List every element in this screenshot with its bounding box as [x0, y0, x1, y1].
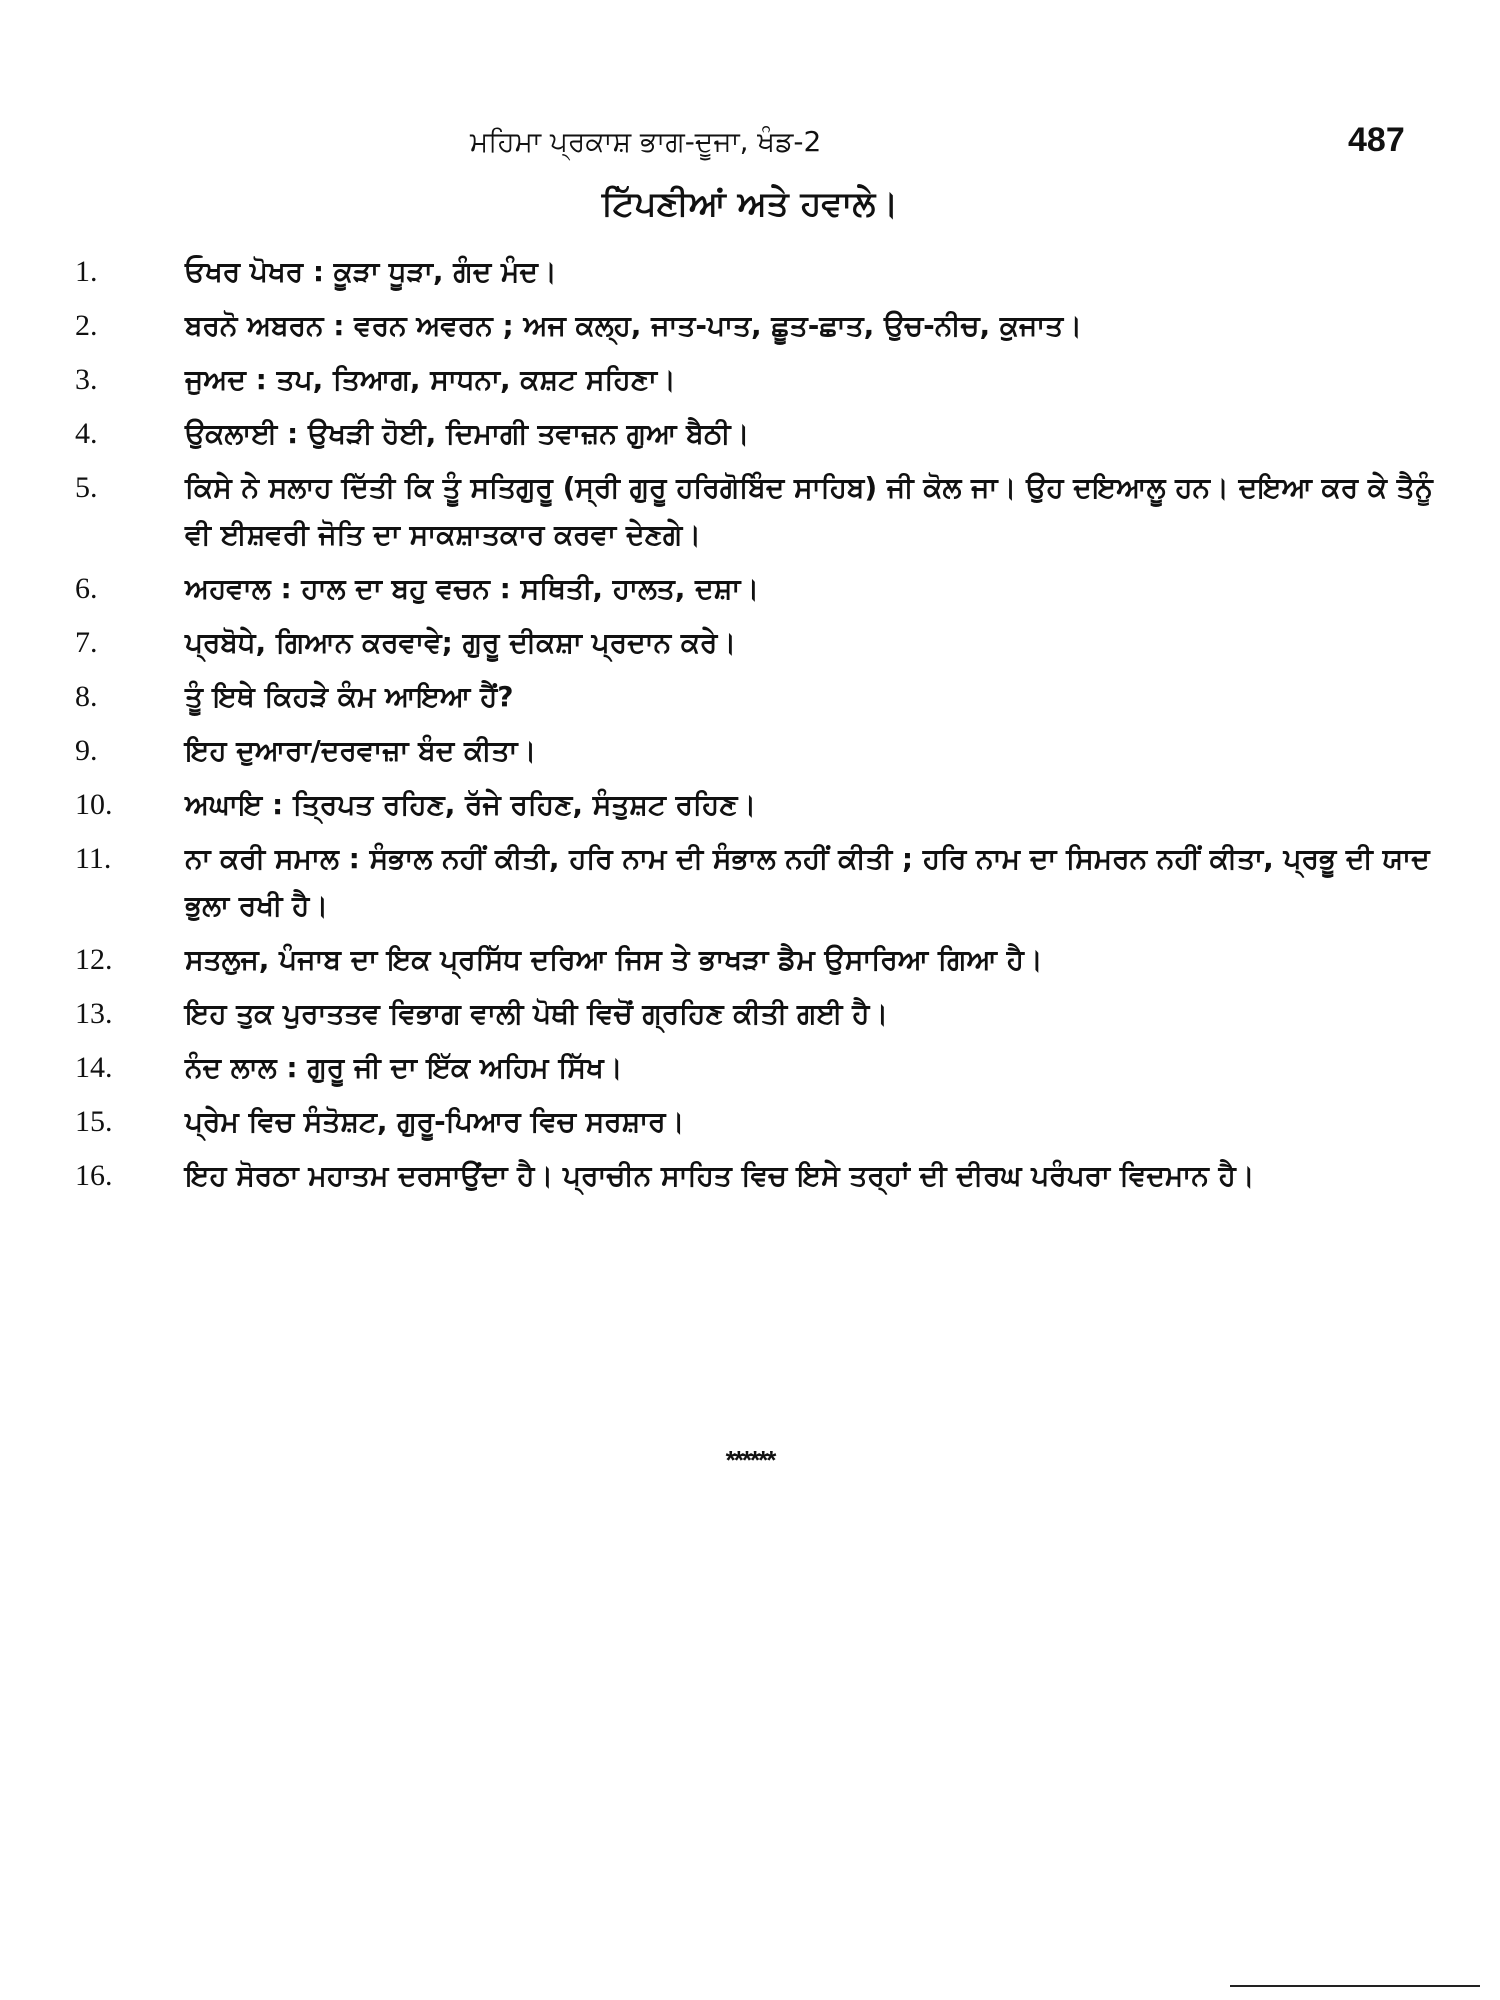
note-number: 13. [75, 997, 113, 1030]
note-text: ਤੂੰ ਇਥੇ ਕਿਹੜੇ ਕੰਮ ਆਇਆ ਹੈਂ? [185, 680, 514, 713]
section-title: ਟਿੱਪਣੀਆਂ ਅਤੇ ਹਵਾਲੇ। [601, 184, 899, 224]
note-item [75, 835, 1445, 929]
note-number: 7. [75, 626, 98, 659]
note-text: ਬਰਨੋ ਅਬਰਨ : ਵਰਨ ਅਵਰਨ ; ਅਜ ਕਲ੍ਹ, ਜਾਤ-ਪਾਤ, ਛੂਤ-ਛਾਤ, ਉਚ-ਨੀਚ, ਕੁਜਾਤ। [185, 309, 1083, 342]
note-number: 1. [75, 255, 98, 288]
note-item [75, 781, 1445, 828]
notes-list [75, 248, 1445, 1206]
note-item [75, 673, 1445, 720]
note-item [75, 1098, 1445, 1145]
note-item [75, 619, 1445, 666]
running-header [0, 122, 1500, 162]
note-text: ਪ੍ਰੇਮ ਵਿਚ ਸੰਤੋਸ਼ਟ, ਗੁਰੂ-ਪਿਆਰ ਵਿਚ ਸਰਸ਼ਾਰ। [185, 1105, 685, 1138]
note-number: 3. [75, 363, 98, 396]
note-item [75, 248, 1445, 295]
end-of-section-mark: ****** [725, 1445, 775, 1475]
footer-rule [1230, 1985, 1480, 1987]
note-number: 14. [75, 1051, 113, 1084]
note-text: ਇਹ ਦੁਆਰਾ/ਦਰਵਾਜ਼ਾ ਬੰਦ ਕੀਤਾ। [185, 734, 537, 767]
note-text: ਪ੍ਰਬੋਧੇ, ਗਿਆਨ ਕਰਵਾਵੇ; ਗੁਰੂ ਦੀਕਸ਼ਾ ਪ੍ਰਦਾਨ ਕਰੇ। [185, 626, 737, 659]
note-number: 4. [75, 417, 98, 450]
note-number: 8. [75, 680, 98, 713]
note-item [75, 936, 1445, 983]
note-number: 12. [75, 943, 113, 976]
note-number: 16. [75, 1159, 113, 1192]
note-item [75, 464, 1445, 558]
note-item [75, 727, 1445, 774]
note-item [75, 410, 1445, 457]
note-item [75, 990, 1445, 1037]
note-number: 9. [75, 734, 98, 767]
note-item [75, 302, 1445, 349]
note-number: 15. [75, 1105, 113, 1138]
note-number: 5. [75, 471, 98, 504]
note-number: 11. [75, 842, 112, 875]
note-text: ਜੁਅਦ : ਤਪ, ਤਿਆਗ, ਸਾਧਨਾ, ਕਸ਼ਟ ਸਹਿਣਾ। [185, 363, 676, 396]
note-item [75, 356, 1445, 403]
note-number: 6. [75, 572, 98, 605]
note-text: ਅਘਾਇ : ਤ੍ਰਿਪਤ ਰਹਿਣ, ਰੱਜੇ ਰਹਿਣ, ਸੰਤੁਸ਼ਟ ਰਹਿਣ। [185, 788, 757, 821]
note-item [75, 1152, 1445, 1199]
note-text: ਉਕਲਾਈ : ਉਖੜੀ ਹੋਈ, ਦਿਮਾਗੀ ਤਵਾਜ਼ਨ ਗੁਆ ਬੈਠੀ। [185, 417, 750, 450]
note-text: ਸਤਲੁਜ, ਪੰਜਾਬ ਦਾ ਇਕ ਪ੍ਰਸਿੱਧ ਦਰਿਆ ਜਿਸ ਤੇ ਭਾਖੜਾ ਡੈਮ ਉਸਾਰਿਆ ਗਿਆ ਹੈ। [185, 943, 1043, 976]
note-number: 10. [75, 788, 113, 821]
note-item [75, 565, 1445, 612]
note-text: ਇਹ ਤੁਕ ਪੁਰਾਤਤਵ ਵਿਭਾਗ ਵਾਲੀ ਪੋਥੀ ਵਿਚੋਂ ਗ੍ਰਹਿਣ ਕੀਤੀ ਗਈ ਹੈ। [185, 997, 889, 1030]
note-text: ਅਹਵਾਲ : ਹਾਲ ਦਾ ਬਹੁ ਵਚਨ : ਸਥਿਤੀ, ਹਾਲਤ, ਦਸ਼ਾ। [185, 572, 760, 605]
note-text: ਇਹ ਸੋਰਠਾ ਮਹਾਤਮ ਦਰਸਾਉਂਦਾ ਹੈ। ਪ੍ਰਾਚੀਨ ਸਾਹਿਤ ਵਿਚ ਇਸੇ ਤਰ੍ਹਾਂ ਦੀ ਦੀਰਘ ਪਰੰਪਰਾ ਵਿਦਮਾਨ ਹੈ। [185, 1159, 1255, 1192]
note-text: ਨਾ ਕਰੀ ਸਮਾਲ : ਸੰਭਾਲ ਨਹੀਂ ਕੀਤੀ, ਹਰਿ ਨਾਮ ਦੀ ਸੰਭਾਲ ਨਹੀਂ ਕੀਤੀ ; ਹਰਿ ਨਾਮ ਦਾ ਸਿਮਰਨ ਨਹੀਂ ਕੀਤਾ, ਪ੍ਰਭੂ ਦੀ ਯਾਦ ਭੁਲਾ ਰਖੀ ਹੈ। [185, 842, 1430, 922]
note-item [75, 1044, 1445, 1091]
note-text: ਨੰਦ ਲਾਲ : ਗੁਰੂ ਜੀ ਦਾ ਇੱਕ ਅਹਿਮ ਸਿੱਖ। [185, 1051, 623, 1084]
page-number: 487 [1348, 121, 1405, 159]
note-text: ਕਿਸੇ ਨੇ ਸਲਾਹ ਦਿੱਤੀ ਕਿ ਤੂੰ ਸਤਿਗੁਰੂ (ਸ੍ਰੀ ਗੁਰੂ ਹਰਿਗੋਬਿੰਦ ਸਾਹਿਬ) ਜੀ ਕੋਲ ਜਾ। ਉਹ ਦਇਆਲੂ ਹਨ। ਦਇਆ ਕਰ ਕੇ ਤੈਨੂੰ ਵੀ ਈਸ਼ਵਰੀ ਜੋਤਿ ਦਾ ਸਾਕਸ਼ਾਤਕਾਰ ਕਰਵਾ ਦੇਣਗੇ। [185, 471, 1433, 551]
note-text: ਓਖਰ ਪੋਖਰ : ਕੂੜਾ ਧੂੜਾ, ਗੰਦ ਮੰਦ। [185, 255, 557, 288]
note-number: 2. [75, 309, 98, 342]
header-title: ਮਹਿਮਾ ਪ੍ਰਕਾਸ਼ ਭਾਗ-ਦੂਜਾ, ਖੰਡ-2 [470, 125, 822, 158]
